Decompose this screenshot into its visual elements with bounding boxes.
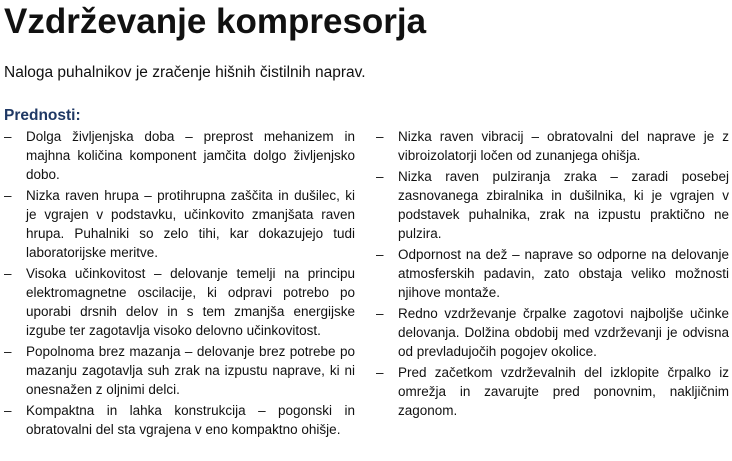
advantages-list-right — [376, 127, 729, 422]
list-item-text: Visoka učinkovitost – delovanje temelji na principu elektromagnetne oscilacije, ki odpravi potrebo po uporabi drsnih delov in s tem zmanjša energijske izgube ter zagotavlja visoko delovno učinkovitost. — [26, 266, 355, 338]
bullet-dash: – — [376, 129, 384, 144]
list-item — [4, 127, 355, 184]
bullet-dash: – — [4, 266, 12, 281]
list-item-text: Nizka raven pulziranja zraka – zaradi posebej zasnovanega zbiralnika in dušilnika, ki je vgrajen v podstavek puhalnika, zrak na izpustu praktično ne pulzira. — [398, 169, 729, 241]
list-item-text: Nizka raven vibracij – obratovalni del naprave je z vibroizolatorji ločen od zunanjega ohišja. — [398, 129, 729, 163]
intro-paragraph: Naloga puhalnikov je zračenje hišnih čistilnih naprav. — [4, 64, 366, 81]
advantages-heading: Prednosti: — [4, 107, 81, 124]
bullet-dash: – — [4, 129, 12, 144]
list-item — [4, 342, 355, 399]
bullet-dash: – — [376, 365, 384, 380]
list-item-text: Redno vzdrževanje črpalke zagotovi najboljše učinke delovanja. Dolžina obdobij med vzdrževanji je odvisna od prevladujočih pogojev okolice. — [398, 306, 729, 359]
list-item — [4, 401, 355, 439]
list-item — [376, 167, 729, 243]
list-item-text: Nizka raven hrupa – protihrupna zaščita in dušilec, ki je vgrajen v podstavku, učinkovito zmanjšata raven hrupa. Puhalniki so zelo tihi, kar dokazujejo tudi laboratorijske meritve. — [26, 188, 355, 260]
list-item — [4, 186, 355, 262]
bullet-dash: – — [376, 169, 384, 184]
list-item — [376, 304, 729, 361]
list-item — [376, 363, 729, 420]
bullet-dash: – — [4, 344, 12, 359]
bullet-dash: – — [4, 403, 12, 418]
bullet-dash: – — [376, 306, 384, 321]
bullet-dash: – — [4, 188, 12, 203]
list-item — [376, 127, 729, 165]
list-item-text: Popolnoma brez mazanja – delovanje brez potrebe po mazanju zagotavlja suh zrak na izpustu naprave, ki ni onesnažen z oljnimi delci. — [26, 344, 355, 397]
list-item-text: Odpornost na dež – naprave so odporne na delovanje atmosferskih padavin, zato obstaja veliko možnosti njihove montaže. — [398, 247, 729, 300]
list-item-text: Pred začetkom vzdrževalnih del izklopite črpalko iz omrežja in zavarujte pred ponovnim, nakljičnim zagonom. — [398, 365, 729, 418]
list-item — [4, 264, 355, 340]
list-item-text: Kompaktna in lahka konstrukcija – pogonski in obratovalni del sta vgrajena v eno kompaktno ohišje. — [26, 403, 355, 437]
advantages-list-left — [4, 127, 355, 441]
page-title: Vzdrževanje kompresorja — [4, 2, 427, 41]
bullet-dash: – — [376, 247, 384, 262]
list-item-text: Dolga življenjska doba – preprost mehanizem in majhna količina komponent jamčita dolgo življenjsko dobo. — [26, 129, 355, 182]
list-item — [376, 245, 729, 302]
